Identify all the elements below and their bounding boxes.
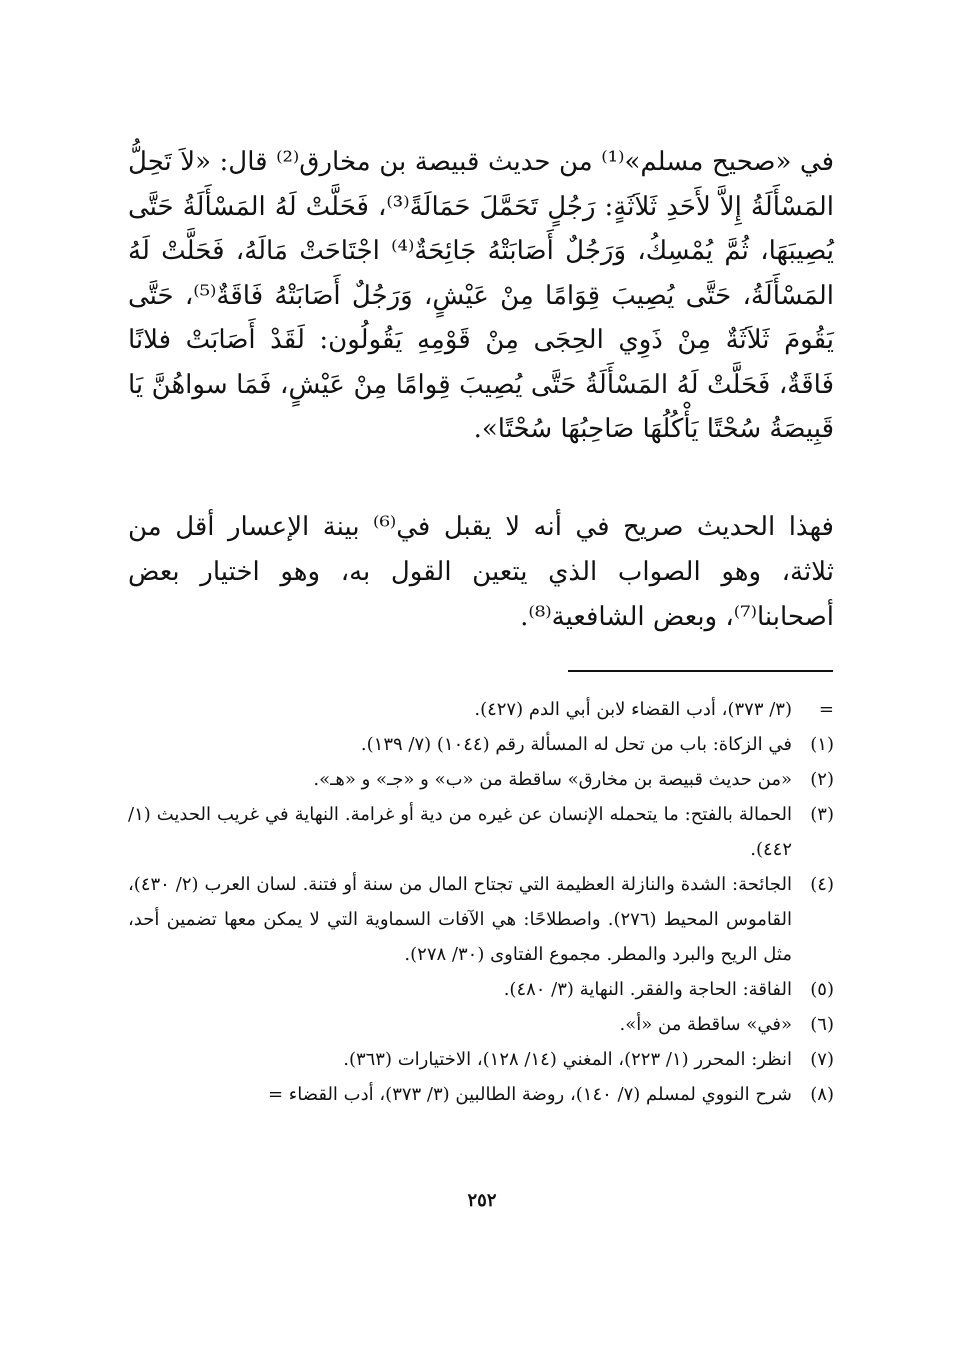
footnote-number: (٣) (810, 804, 834, 825)
footnote-5 (128, 972, 834, 1007)
footnote-text: «في» ساقطة من «أ». (619, 1014, 792, 1035)
footnote-8 (128, 1077, 834, 1112)
footnote-number: (٧) (810, 1049, 834, 1070)
footnote-text: الجائحة: الشدة والنازلة العظيمة التي تجتاح المال من سنة أو فتنة. لسان العرب (٢/ ٤٣٠)، القاموس المحيط (٢٧٦). واصطلاحًا: هي الآفات السماوية التي لا يمكن معها تضمين أحد، مثل الريح والبرد والمطر. مجموع الفتاوى (٣٠/ ٢٧٨). (128, 874, 792, 965)
hadith-paragraph (128, 140, 834, 452)
footnote-text: الحمالة بالفتح: ما يتحمله الإنسان عن غيره من دية أو غرامة. النهاية في غريب الحديث (١/ ٤٤٢). (128, 804, 792, 860)
paragraph-text: فهذا الحديث صريح في أنه لا يقبل في⁽⁶⁾ بينة الإعسار أقل من ثلاثة، وهو الصواب الذي يتعين القول به، وهو اختيار بعض أصحابنا⁽⁷⁾، وبعض الشافعية⁽⁸⁾. (128, 512, 834, 632)
footnote-text: «من حديث قبيصة بن مخارق» ساقطة من «ب» و «جـ» و «هـ». (313, 769, 792, 790)
footnote-divider (568, 670, 833, 672)
footnote-1 (128, 727, 834, 762)
footnote-number: = (818, 699, 834, 720)
footnote-4 (128, 867, 834, 972)
commentary-paragraph (128, 505, 834, 640)
footnote-number: (٨) (810, 1084, 834, 1105)
footnote-number: (١) (810, 734, 834, 755)
footnote-2 (128, 762, 834, 797)
paragraph-text: في «صحيح مسلم»⁽¹⁾ من حديث قبيصة بن مخارق⁽²⁾ قال: «لاَ تَحِلُّ المَسْأَلَةُ إِلاَّ لأَحَدِ ثَلاَثَةٍ: رَجُلٍ تَحَمَّلَ حَمَالَةً⁽³⁾، فَحَلَّتْ لَهُ المَسْأَلَةُ حَتَّى يُصِيبَهَا، ثُمَّ يُمْسِكُ، وَرَجُلٌ أَصَابَتْهُ جَائِحَةٌ⁽⁴⁾ اجْتَاحَتْ مَالَهُ، فَحَلَّتْ لَهُ المَسْأَلَةُ، حَتَّى يُصِيبَ قِوَامًا مِنْ عَيْشٍ، وَرَجُلٌ أَصَابَتْهُ فَاقَةٌ⁽⁵⁾، حَتَّى يَقُومَ ثَلاَثَةٌ مِنْ ذَوِي الحِجَى مِنْ قَوْمِهِ يَقُولُون: لَقَدْ أَصَابَتْ فلانًا فَاقَةٌ، فَحَلَّتْ لَهُ المَسْأَلَةُ حَتَّى يُصِيبَ قِوامًا مِنْ عَيْشٍ، فَمَا سواهُنَّ يَا قَبِيصَةُ سُحْتًا يَأْكُلُهَا صَاحِبُهَا سُحْتًا». (128, 147, 835, 444)
footnote-text: في الزكاة: باب من تحل له المسألة رقم (١٠٤٤) (٧/ ١٣٩). (360, 734, 792, 755)
page-number: ٢٥٢ (467, 1190, 497, 1211)
footnote-text: شرح النووي لمسلم (٧/ ١٤٠)، روضة الطالبين (٣/ ٣٧٣)، أدب القضاء = (267, 1084, 792, 1105)
footnote-number: (٦) (810, 1014, 834, 1035)
footnote-text: انظر: المحرر (١/ ٢٢٣)، المغني (١٤/ ١٢٨)، الاختيارات (٣٦٣). (343, 1049, 792, 1070)
footnote-number: (٥) (810, 979, 834, 1000)
footnote-text: الفاقة: الحاجة والفقر. النهاية (٣/ ٤٨٠). (503, 979, 792, 1000)
footnotes-section (128, 692, 834, 1112)
footnote-6 (128, 1007, 834, 1042)
footnote-number: (٤) (810, 874, 834, 895)
footnote-text: (٣/ ٣٧٣)، أدب القضاء لابن أبي الدم (٤٢٧). (474, 699, 792, 720)
footnote-3 (128, 797, 834, 867)
footnote-7 (128, 1042, 834, 1077)
footnote-continuation (128, 692, 834, 727)
footnote-number: (٢) (810, 769, 834, 790)
